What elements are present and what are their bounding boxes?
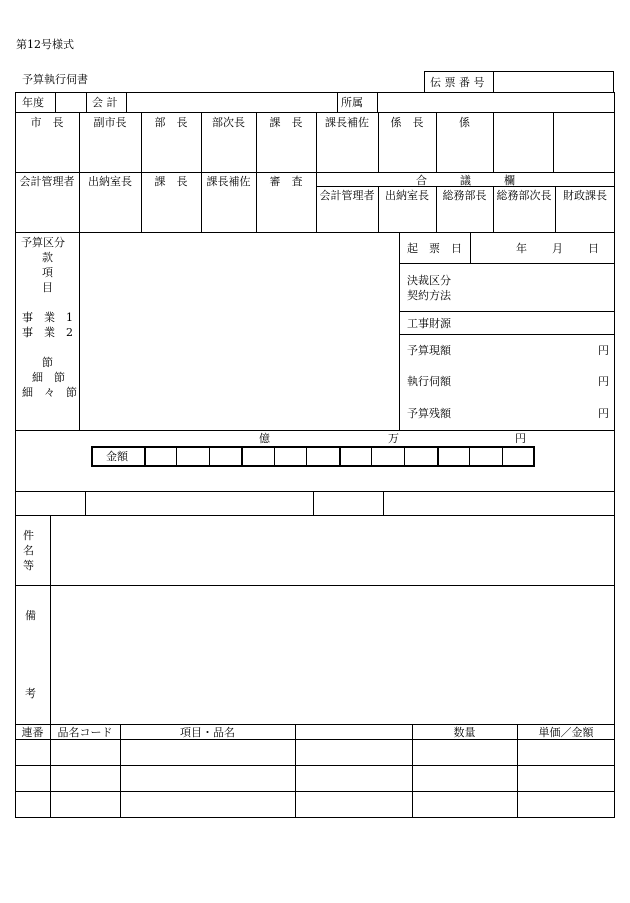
amount-digit-divider [339, 446, 341, 467]
amount-digit-divider [404, 446, 405, 467]
approver-mayor: 市 長 [30, 116, 64, 129]
amount-digit-divider [437, 446, 439, 467]
account-label: 会 計 [92, 96, 118, 109]
approver-deputy-mayor: 副市長 [93, 116, 127, 129]
amount-digit-divider [469, 446, 470, 467]
current-budget-label: 予算現額 [407, 344, 451, 357]
voucher-number-label: 伝 票 番 号 [430, 76, 485, 89]
form-number: 第12号様式 [16, 38, 74, 51]
col-unit-price: 単価／金額 [538, 726, 594, 739]
approver-auditor: 審 査 [269, 175, 303, 188]
yen-unit: 円 [515, 432, 526, 445]
amount-digit-divider [176, 446, 177, 467]
approver-assistant-chief-2: 課長補佐 [206, 175, 251, 188]
consult-treasury-chief: 出納室長 [385, 189, 429, 202]
consult-accounting-manager: 会計管理者 [319, 189, 375, 202]
amount-digit-divider [241, 446, 243, 467]
consult-general-affairs-deputy: 総務部次長 [496, 189, 552, 202]
approver-treasury-chief: 出納室長 [88, 175, 132, 188]
remarks-label-bottom: 考 [25, 687, 36, 700]
amount-label: 金額 [106, 450, 128, 463]
draft-month-unit: 月 [552, 242, 563, 255]
approver-accounting-manager: 会計管理者 [19, 175, 75, 188]
consultation-header: 合 議 欄 [416, 174, 515, 187]
remarks-field[interactable] [51, 586, 614, 724]
construction-fund-label: 工事財源 [407, 317, 451, 330]
consult-general-affairs-director: 総務部長 [442, 189, 487, 202]
approver-subsection-chief: 係 長 [390, 116, 424, 129]
budget-project1-label: 事 業 1 [22, 311, 73, 324]
budget-kan-label: 款 [42, 251, 53, 264]
approver-director: 部 長 [154, 116, 188, 129]
col-item-code: 品名コード [57, 726, 113, 739]
budget-kou-label: 項 [42, 266, 53, 279]
approver-section-chief-2: 課 長 [154, 175, 188, 188]
amount-digit-divider [306, 446, 307, 467]
budget-saisaisetsu-label: 細 々 節 [22, 386, 77, 399]
budget-section [15, 232, 615, 431]
budget-saisetsu-label: 細 節 [32, 371, 65, 384]
approver-deputy-director: 部次長 [212, 116, 245, 129]
amount-digit-divider [371, 446, 372, 467]
col-item-name: 項目・品名 [180, 726, 235, 739]
draft-day-unit: 日 [588, 242, 599, 255]
approval-frame [15, 92, 615, 233]
contract-method-label: 契約方法 [407, 289, 451, 302]
remarks-label-top: 備 [25, 609, 36, 622]
approver-staff: 係 [459, 116, 470, 129]
execution-amount-label: 執行伺額 [407, 375, 451, 388]
draft-date-label: 起 票 日 [407, 242, 462, 255]
document-title: 予算執行伺書 [22, 73, 88, 86]
subject-label: 件名等 [23, 529, 34, 572]
draft-year-unit: 年 [516, 242, 527, 255]
blank-row [15, 491, 615, 516]
amount-digit-divider [502, 446, 503, 467]
budget-project2-label: 事 業 2 [22, 326, 73, 339]
execution-amount-yen: 円 [598, 375, 609, 388]
year-label: 年度 [22, 96, 44, 109]
col-quantity: 数量 [453, 726, 476, 739]
man-unit: 万 [388, 432, 399, 445]
amount-digit-divider [274, 446, 275, 467]
amount-digit-divider [209, 446, 210, 467]
department-label: 所属 [341, 96, 363, 109]
remaining-budget-yen: 円 [598, 407, 609, 420]
amount-digit-divider [144, 446, 146, 467]
oku-unit: 億 [259, 432, 270, 445]
remaining-budget-label: 予算残額 [407, 407, 451, 420]
subject-field[interactable] [51, 516, 614, 585]
current-budget-yen: 円 [598, 344, 609, 357]
budget-setsu-label: 節 [42, 356, 53, 369]
budget-category-label: 予算区分 [21, 236, 65, 249]
approver-assistant-chief: 課長補佐 [325, 116, 369, 129]
budget-moku-label: 目 [42, 281, 53, 294]
decision-category-label: 決裁区分 [407, 274, 451, 287]
consult-finance-chief: 財政課長 [563, 189, 607, 202]
approver-section-chief: 課 長 [269, 116, 303, 129]
col-serial: 連番 [21, 726, 44, 739]
